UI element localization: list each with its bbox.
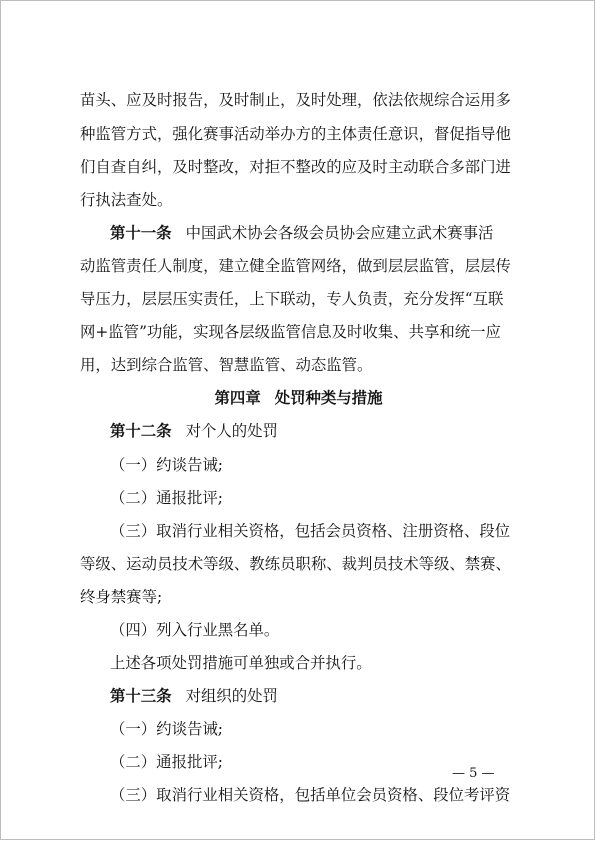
page-number: — 5 —	[452, 766, 495, 781]
list-item: （一）约谈告诫;	[110, 456, 223, 474]
body-line: 用，达到综合监管、智慧监管、动态监管。	[80, 356, 373, 374]
chapter-label: 第四章	[214, 389, 261, 407]
list-item: （二）通报批评;	[110, 489, 223, 507]
article-13-label: 第十三条	[110, 687, 172, 705]
body-line: 行执法查处。	[80, 191, 173, 209]
body-line: 上述各项处罚措施可单独或合并执行。	[110, 654, 372, 672]
chapter-heading	[0, 388, 597, 408]
body-line: 动监管责任人制度，建立健全监管网络，做到层层监管，层层传	[80, 257, 511, 275]
body-line: 终身禁赛等;	[80, 588, 163, 606]
article-12-title: 对个人的处罚	[185, 422, 278, 440]
body-line: 中国武术协会各级会员协会应建立武术赛事活	[185, 224, 494, 242]
body-line: 等级、运动员技术等级、教练员职称、裁判员技术等级、禁赛、	[80, 555, 511, 573]
article-11-label: 第十一条	[110, 224, 172, 242]
body-line: 们自查自纠，及时整改，对拒不整改的应及时主动联合多部门进	[80, 158, 511, 176]
list-item: （三）取消行业相关资格，包括单位会员资格、段位考评资	[110, 786, 511, 804]
article-12-heading	[110, 421, 597, 441]
article-13-heading	[110, 686, 597, 706]
body-line: 种监管方式，强化赛事活动举办方的主体责任意识，督促指导他	[80, 125, 511, 143]
article-11-first-line	[110, 223, 597, 243]
list-item: （三）取消行业相关资格，包括会员资格、注册资格、段位	[110, 522, 511, 540]
body-line: 苗头、应及时报告，及时制止，及时处理，依法依规综合运用多	[80, 91, 511, 109]
body-line: 网+监管”功能，实现各层级监管信息及时收集、共享和统一应	[80, 323, 501, 341]
article-13-title: 对组织的处罚	[185, 687, 278, 705]
list-item: （二）通报批评;	[110, 753, 223, 771]
chapter-title: 处罚种类与措施	[274, 389, 383, 407]
article-12-label: 第十二条	[110, 422, 172, 440]
list-item: （一）约谈告诫;	[110, 720, 223, 738]
body-line: 导压力，层层压实责任，上下联动，专人负责，充分发挥“互联	[80, 290, 504, 308]
list-item: （四）列入行业黑名单。	[110, 621, 280, 639]
